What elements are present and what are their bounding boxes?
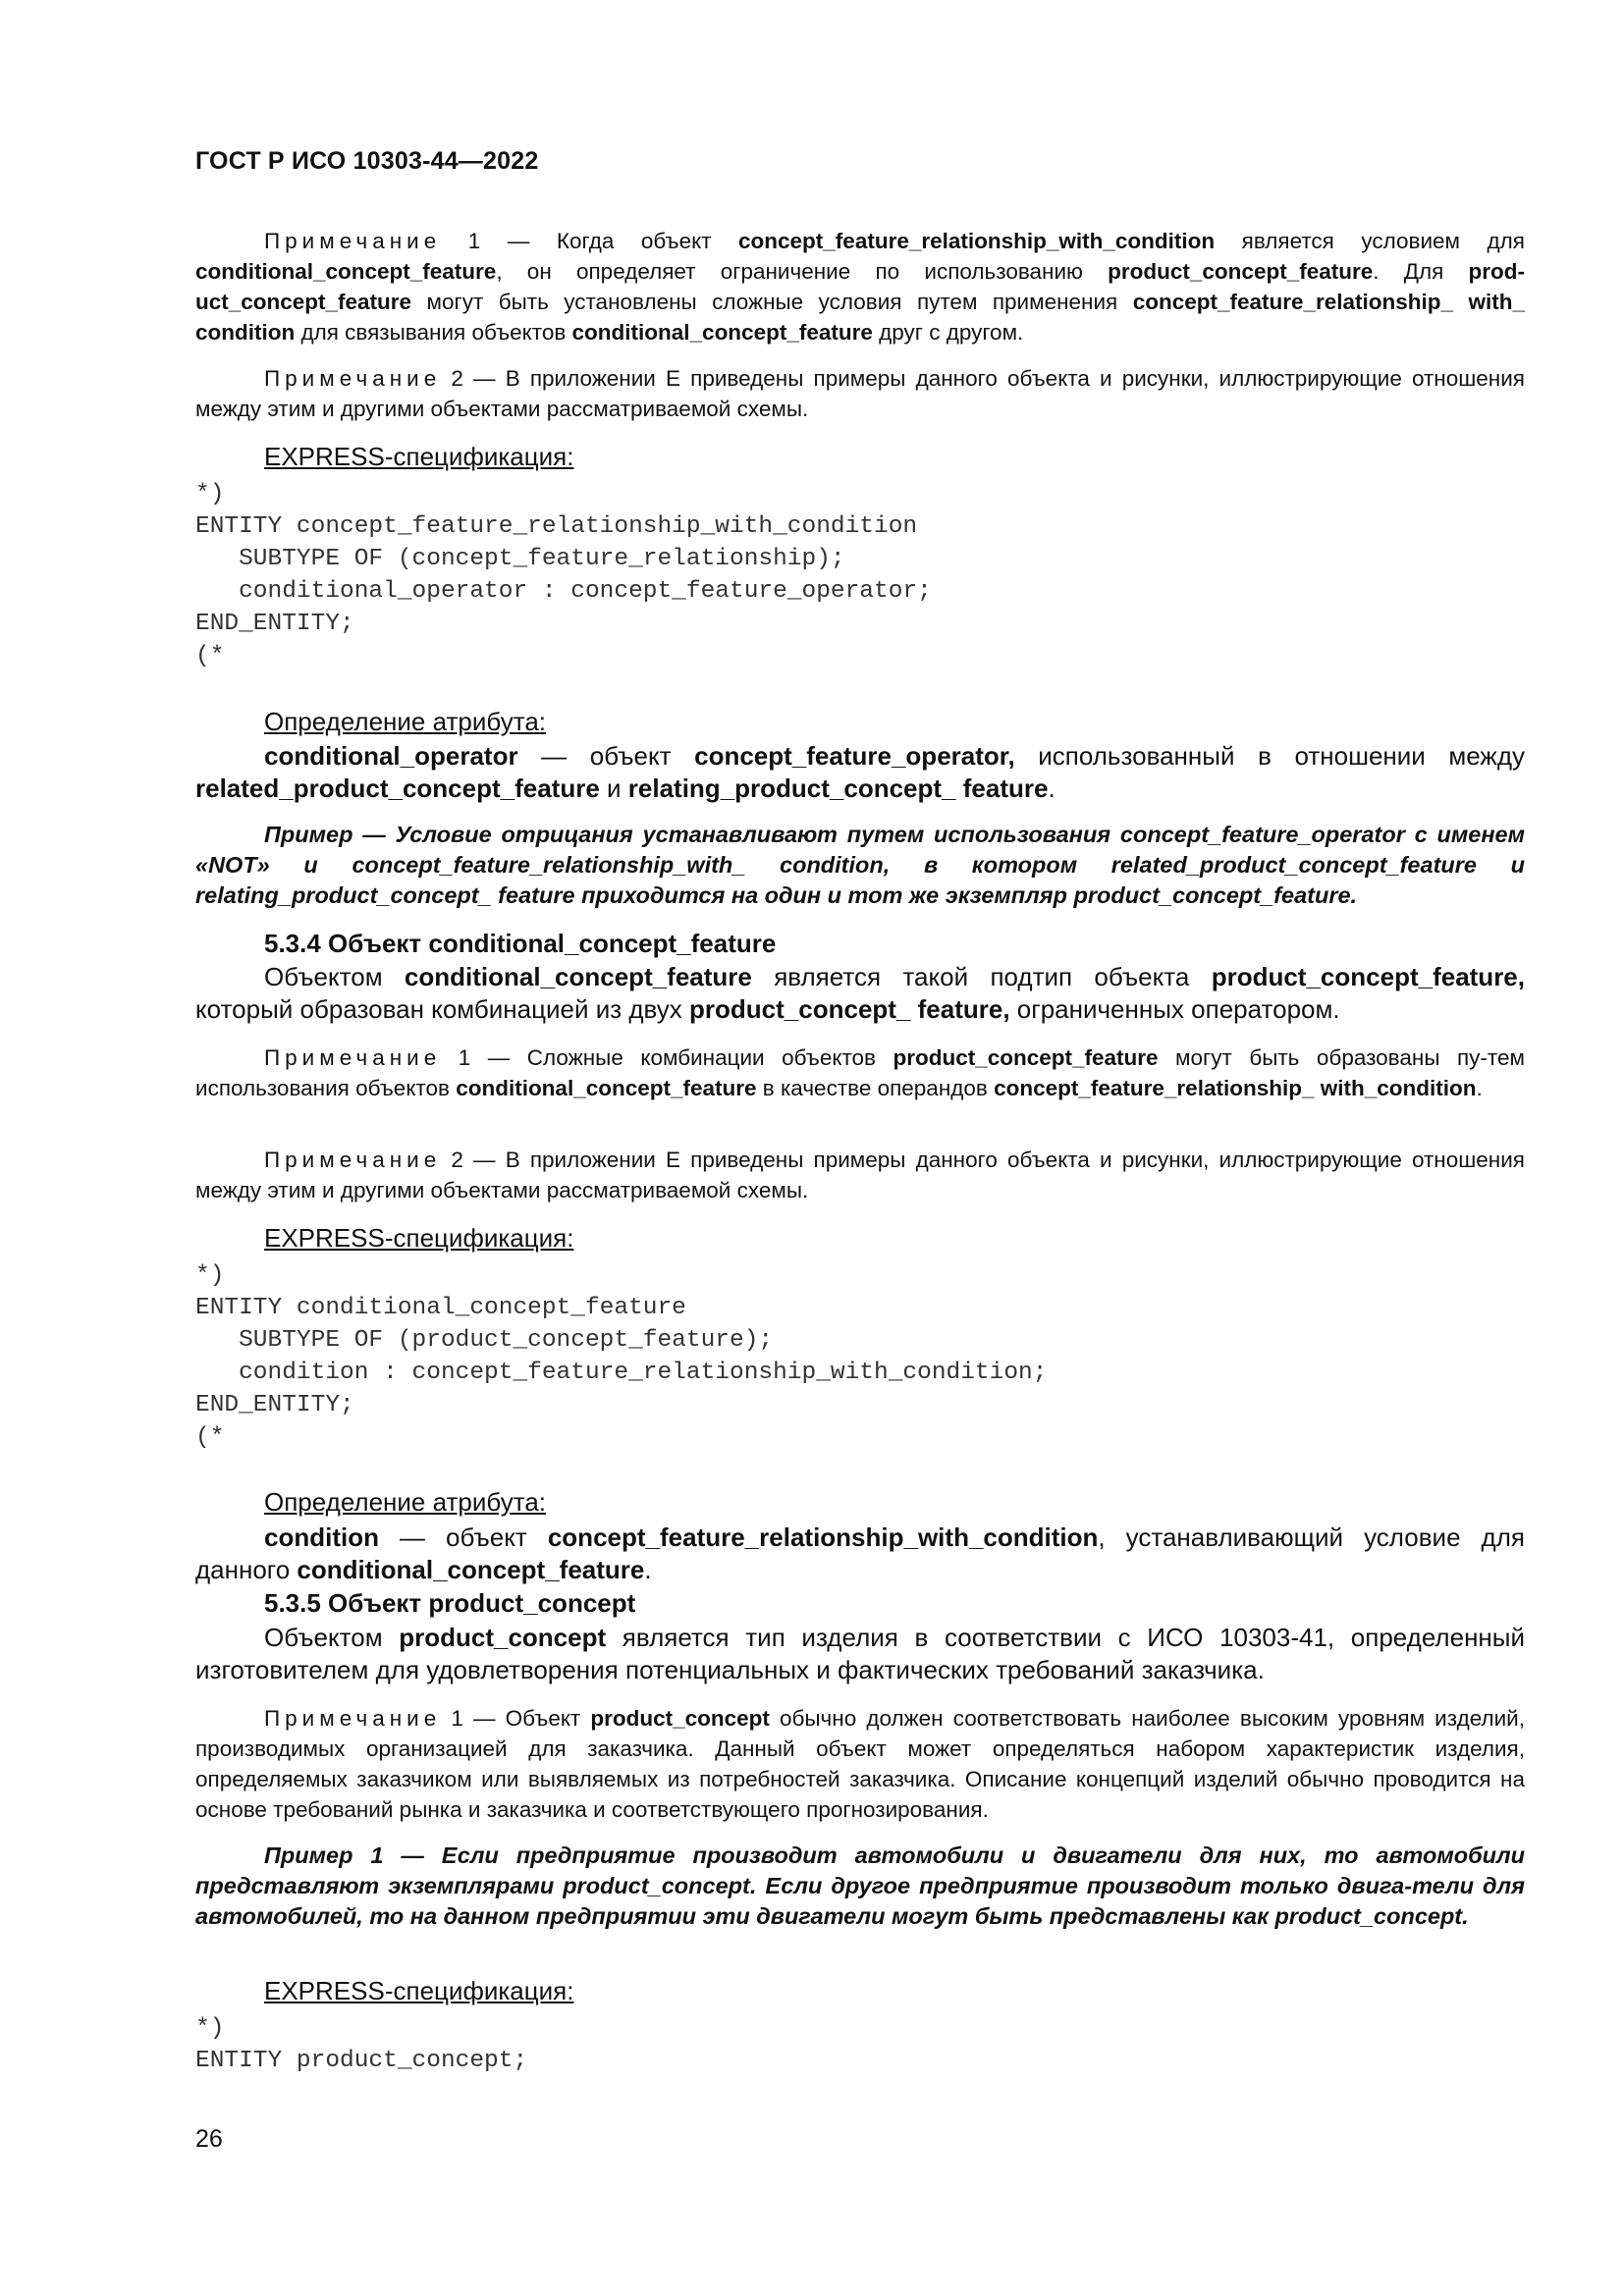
note-label: Примечание	[264, 366, 442, 391]
entity-name: concept_feature_relationship_ with_ condition	[195, 290, 1525, 345]
text-run: друг с другом.	[872, 320, 1024, 345]
express-spec-label: EXPRESS-спецификация:	[264, 1223, 574, 1253]
text-run: могут быть образованы пу-тем использования объектов	[195, 1045, 1525, 1100]
entity-name: prod-uct_concept_feature	[195, 259, 1525, 314]
entity-name: product_concept	[590, 1706, 770, 1731]
entity-name: concept_feature_operator,	[694, 741, 1015, 771]
paragraph-text	[195, 1623, 1525, 1684]
section-heading-5-3-5: 5.3.5 Объект product_concept	[264, 1588, 636, 1618]
entity-name: conditional_concept_feature	[404, 962, 752, 991]
text-run: могут быть установлены сложные условия путем применения	[411, 290, 1133, 314]
attribute-definition-condition	[195, 1522, 1525, 1586]
note-534-2	[195, 1145, 1525, 1205]
entity-name: conditional_concept_feature	[297, 1555, 645, 1584]
entity-name: product_concept_feature	[893, 1045, 1159, 1070]
entity-name: conditional_operator	[264, 741, 518, 771]
text-run: для связывания объектов	[295, 320, 572, 345]
example-negation: Пример — Условие отрицания устанавливают путем использования concept_feature_operator с именем «NOT» и concept_feature_relationship_with_ condition, в котором related_product_concept_feature и relating_product_concept_ feature приходится на один и тот же экземпляр product_concept_feature.	[195, 822, 1525, 908]
text-run: и	[599, 774, 628, 803]
text-run: — объект	[517, 741, 695, 771]
text-run: В приложении Е приведены примеры данного объекта и рисунки, иллюстрирующие отношения между этим и другими объектами рассматриваемой схемы.	[195, 366, 1525, 421]
text-run: является такой подтип объекта	[751, 962, 1212, 991]
entity-name: product_concept_ feature,	[689, 994, 1010, 1024]
express-spec-label: EXPRESS-спецификация:	[264, 1976, 574, 2005]
text-run: .	[1476, 1076, 1483, 1100]
text-run: .	[644, 1555, 652, 1584]
text-run: в качестве операндов	[756, 1076, 995, 1100]
note-label: Примечание	[264, 1706, 442, 1731]
text-run: Сложные комбинации объектов	[526, 1045, 893, 1070]
note-number: 2 —	[451, 1148, 506, 1172]
text-run: обычно должен соответствовать наиболее высоким уровням изделий, производимых организацией для заказчика. Данный объект может определяться набором характеристик изделия, определяемых заказчиком или выявляемых из потребностей заказчика. Описание концепций изделий обычно проводится на основе требований рынка и заказчика и соответствующего прогнозирования.	[195, 1706, 1525, 1822]
note-number: 2 —	[451, 366, 506, 391]
text-run: . Для	[1373, 259, 1469, 284]
note-label: Примечание	[264, 1148, 442, 1172]
attribute-definition-label: Определение атрибута:	[264, 707, 547, 736]
express-spec-label: EXPRESS-спецификация:	[264, 442, 574, 471]
text-run: В приложении Е приведены примеры данного объекта и рисунки, иллюстрирующие отношения между этим и другими объектами рассматриваемой схемы.	[195, 1148, 1525, 1202]
note-number: 1 —	[458, 1045, 527, 1070]
note-534-1	[195, 1042, 1525, 1103]
express-code-block: *) ENTITY product_concept;	[195, 2015, 528, 2074]
entity-name: relating_product_concept_ feature	[627, 774, 1049, 803]
text-run: , устанавливающий условие для данного	[195, 1522, 1525, 1584]
note-number: 1 —	[451, 1706, 506, 1731]
paragraph-text	[195, 962, 1525, 1024]
attribute-definition-text	[195, 1522, 1525, 1584]
text-run: использованный в отношении между	[1014, 741, 1526, 771]
attribute-definition-label: Определение атрибута:	[264, 1487, 547, 1517]
text-run: Объект	[505, 1706, 591, 1731]
note-533-2	[195, 363, 1525, 424]
text-run: — объект	[378, 1522, 548, 1552]
entity-name: conditional_concept_feature	[571, 320, 873, 345]
text-run: .	[1048, 774, 1056, 803]
express-code-block: *) ENTITY concept_feature_relationship_with_condition SUBTYPE OF (concept_feature_relationship); conditional_operator : concept_feature_operator; END_ENTITY; (*	[195, 481, 932, 669]
attribute-definition-text	[195, 741, 1525, 803]
example-product-concept: Пример 1 — Если предприятие производит автомобили и двигатели для них, то автомобили представляют экземплярами product_concept. Если другое предприятие производит только двига-тели для автомобилей, то на данном предприятии эти двигатели могут быть представлены как product_concept.	[195, 1842, 1525, 1929]
note-label: Примечание	[264, 1045, 442, 1070]
attribute-definition-conditional-operator	[195, 740, 1525, 805]
note-535-1	[195, 1703, 1525, 1825]
text-run: Когда объект	[556, 229, 739, 253]
text-run: является тип изделия в соответствии с ИСО 10303-41, определенный изготовителем для удовлетворения потенциальных и фактических требований заказчика.	[195, 1623, 1525, 1684]
note-533-1	[195, 226, 1525, 347]
entity-name: related_product_concept_feature	[195, 774, 600, 803]
entity-name: condition	[264, 1522, 379, 1552]
entity-name: concept_feature_relationship_with_condition	[547, 1522, 1099, 1552]
paragraph-535	[195, 1622, 1525, 1686]
note-label: Примечание	[264, 229, 442, 253]
express-code-block: *) ENTITY conditional_concept_feature SUBTYPE OF (product_concept_feature); condition : concept_feature_relationship_with_condition; END_ENTITY; (*	[195, 1262, 1048, 1451]
text-run: является условием для	[1215, 229, 1525, 253]
paragraph-534	[195, 961, 1525, 1026]
entity-name: product_concept	[399, 1623, 607, 1652]
section-heading-5-3-4: 5.3.4 Объект conditional_concept_feature	[264, 929, 777, 958]
text-run: Объектом	[264, 1623, 400, 1652]
page-number: 26	[195, 2125, 223, 2153]
entity-name: conditional_concept_feature	[195, 259, 497, 284]
text-run: ограниченных оператором.	[1009, 994, 1340, 1024]
entity-name: concept_feature_relationship_ with_condition	[994, 1076, 1477, 1100]
text-run: , он определяет ограничение по использованию	[496, 259, 1109, 284]
entity-name: product_concept_feature,	[1211, 962, 1525, 991]
note-number: 1 —	[467, 229, 557, 253]
text-run: Объектом	[264, 962, 405, 991]
page-header-title: ГОСТ Р ИСО 10303-44—2022	[195, 147, 539, 175]
entity-name: product_concept_feature	[1108, 259, 1374, 284]
entity-name: concept_feature_relationship_with_condition	[738, 229, 1216, 253]
entity-name: conditional_concept_feature	[456, 1076, 757, 1100]
text-run: который образован комбинацией из двух	[195, 994, 690, 1024]
